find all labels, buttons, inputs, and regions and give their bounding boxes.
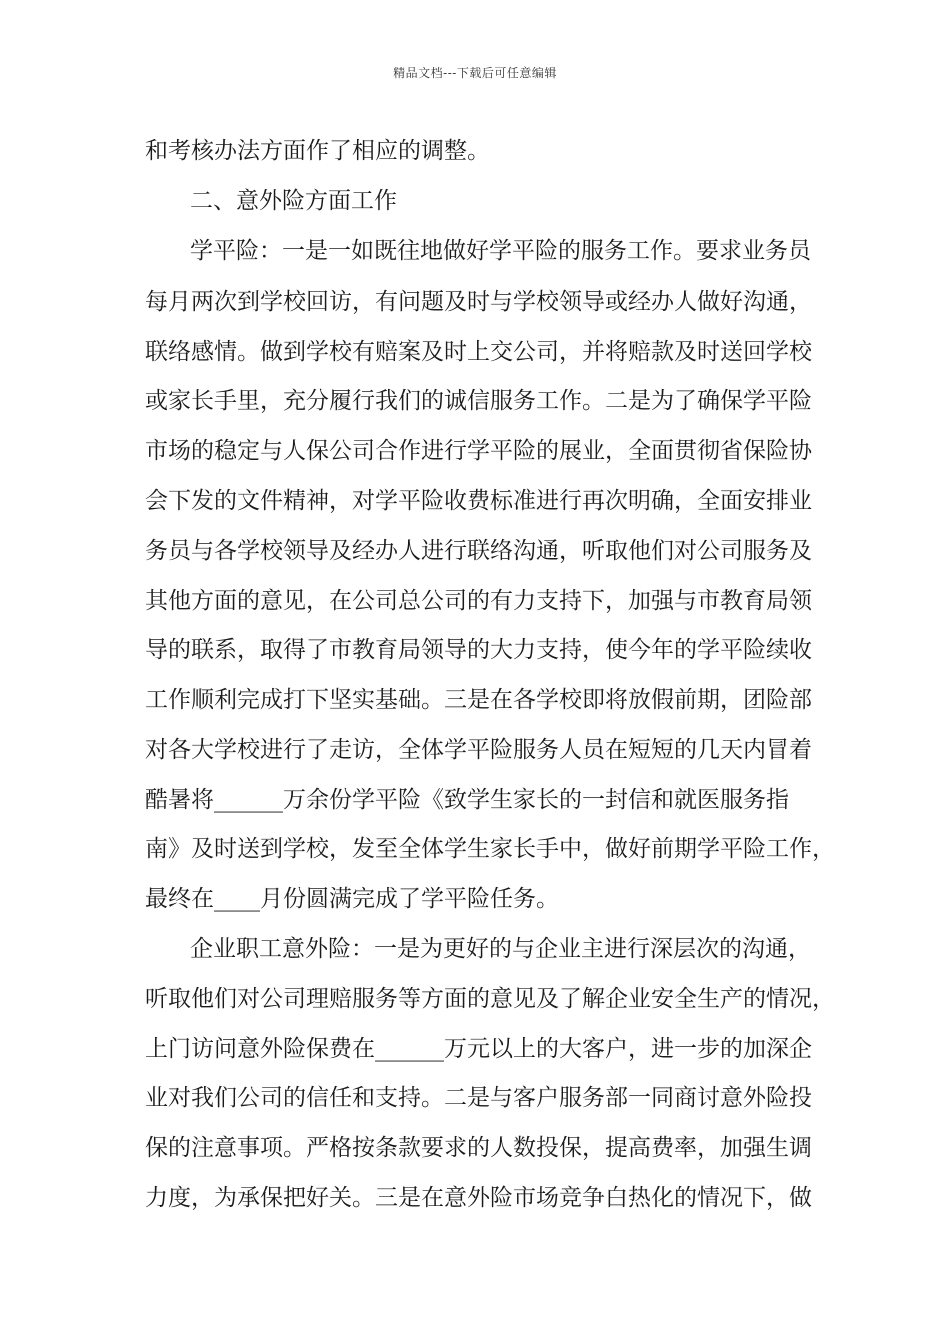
text-line: 对各大学校进行了走访，全体学平险服务人员在短短的几天内冒着 (145, 737, 812, 763)
text-line: 业对我们公司的信任和支持。二是与客户服务部一同商讨意外险投 (145, 1085, 812, 1111)
text-line: 每月两次到学校回访，有问题及时与学校领导或经办人做好沟通， (145, 289, 812, 315)
text-line: 上门访问意外险保费在______万元以上的大客户，进一步的加深企 (145, 1036, 812, 1062)
text-line: 听取他们对公司理赔服务等方面的意见及了解企业安全生产的情况， (145, 986, 835, 1012)
section-heading: 二、意外险方面工作 (190, 188, 397, 214)
text-line: 和考核办法方面作了相应的调整。 (145, 138, 490, 164)
text-line: 南》及时送到学校，发至全体学生家长手中，做好前期学平险工作， (145, 836, 835, 862)
text-line: 或家长手里，充分履行我们的诚信服务工作。二是为了确保学平险 (145, 388, 812, 414)
page-header: 精品文档---下载后可任意编辑 (393, 66, 557, 80)
text-line: 工作顺利完成打下坚实基础。三是在各学校即将放假前期，团险部 (145, 687, 812, 713)
text-line: 导的联系，取得了市教育局领导的大力支持，使今年的学平险续收 (145, 637, 812, 663)
text-line: 学平险：一是一如既往地做好学平险的服务工作。要求业务员 (190, 238, 811, 264)
text-line: 会下发的文件精神，对学平险收费标准进行再次明确，全面安排业 (145, 488, 812, 514)
text-line: 其他方面的意见，在公司总公司的有力支持下，加强与市教育局领 (145, 588, 812, 614)
text-line: 务员与各学校领导及经办人进行联络沟通，听取他们对公司服务及 (145, 538, 812, 564)
text-line: 联络感情。做到学校有赔案及时上交公司，并将赔款及时送回学校 (145, 339, 812, 365)
text-line: 最终在____月份圆满完成了学平险任务。 (145, 886, 559, 912)
text-line: 保的注意事项。严格按条款要求的人数投保，提高费率，加强生调 (145, 1135, 812, 1161)
text-line: 力度，为承保把好关。三是在意外险市场竞争白热化的情况下，做 (145, 1185, 812, 1211)
text-line: 酷暑将______万余份学平险《致学生家长的一封信和就医服务指 (145, 787, 789, 813)
text-line: 企业职工意外险：一是为更好的与企业主进行深层次的沟通， (190, 936, 811, 962)
text-line: 市场的稳定与人保公司合作进行学平险的展业，全面贯彻省保险协 (145, 438, 812, 464)
